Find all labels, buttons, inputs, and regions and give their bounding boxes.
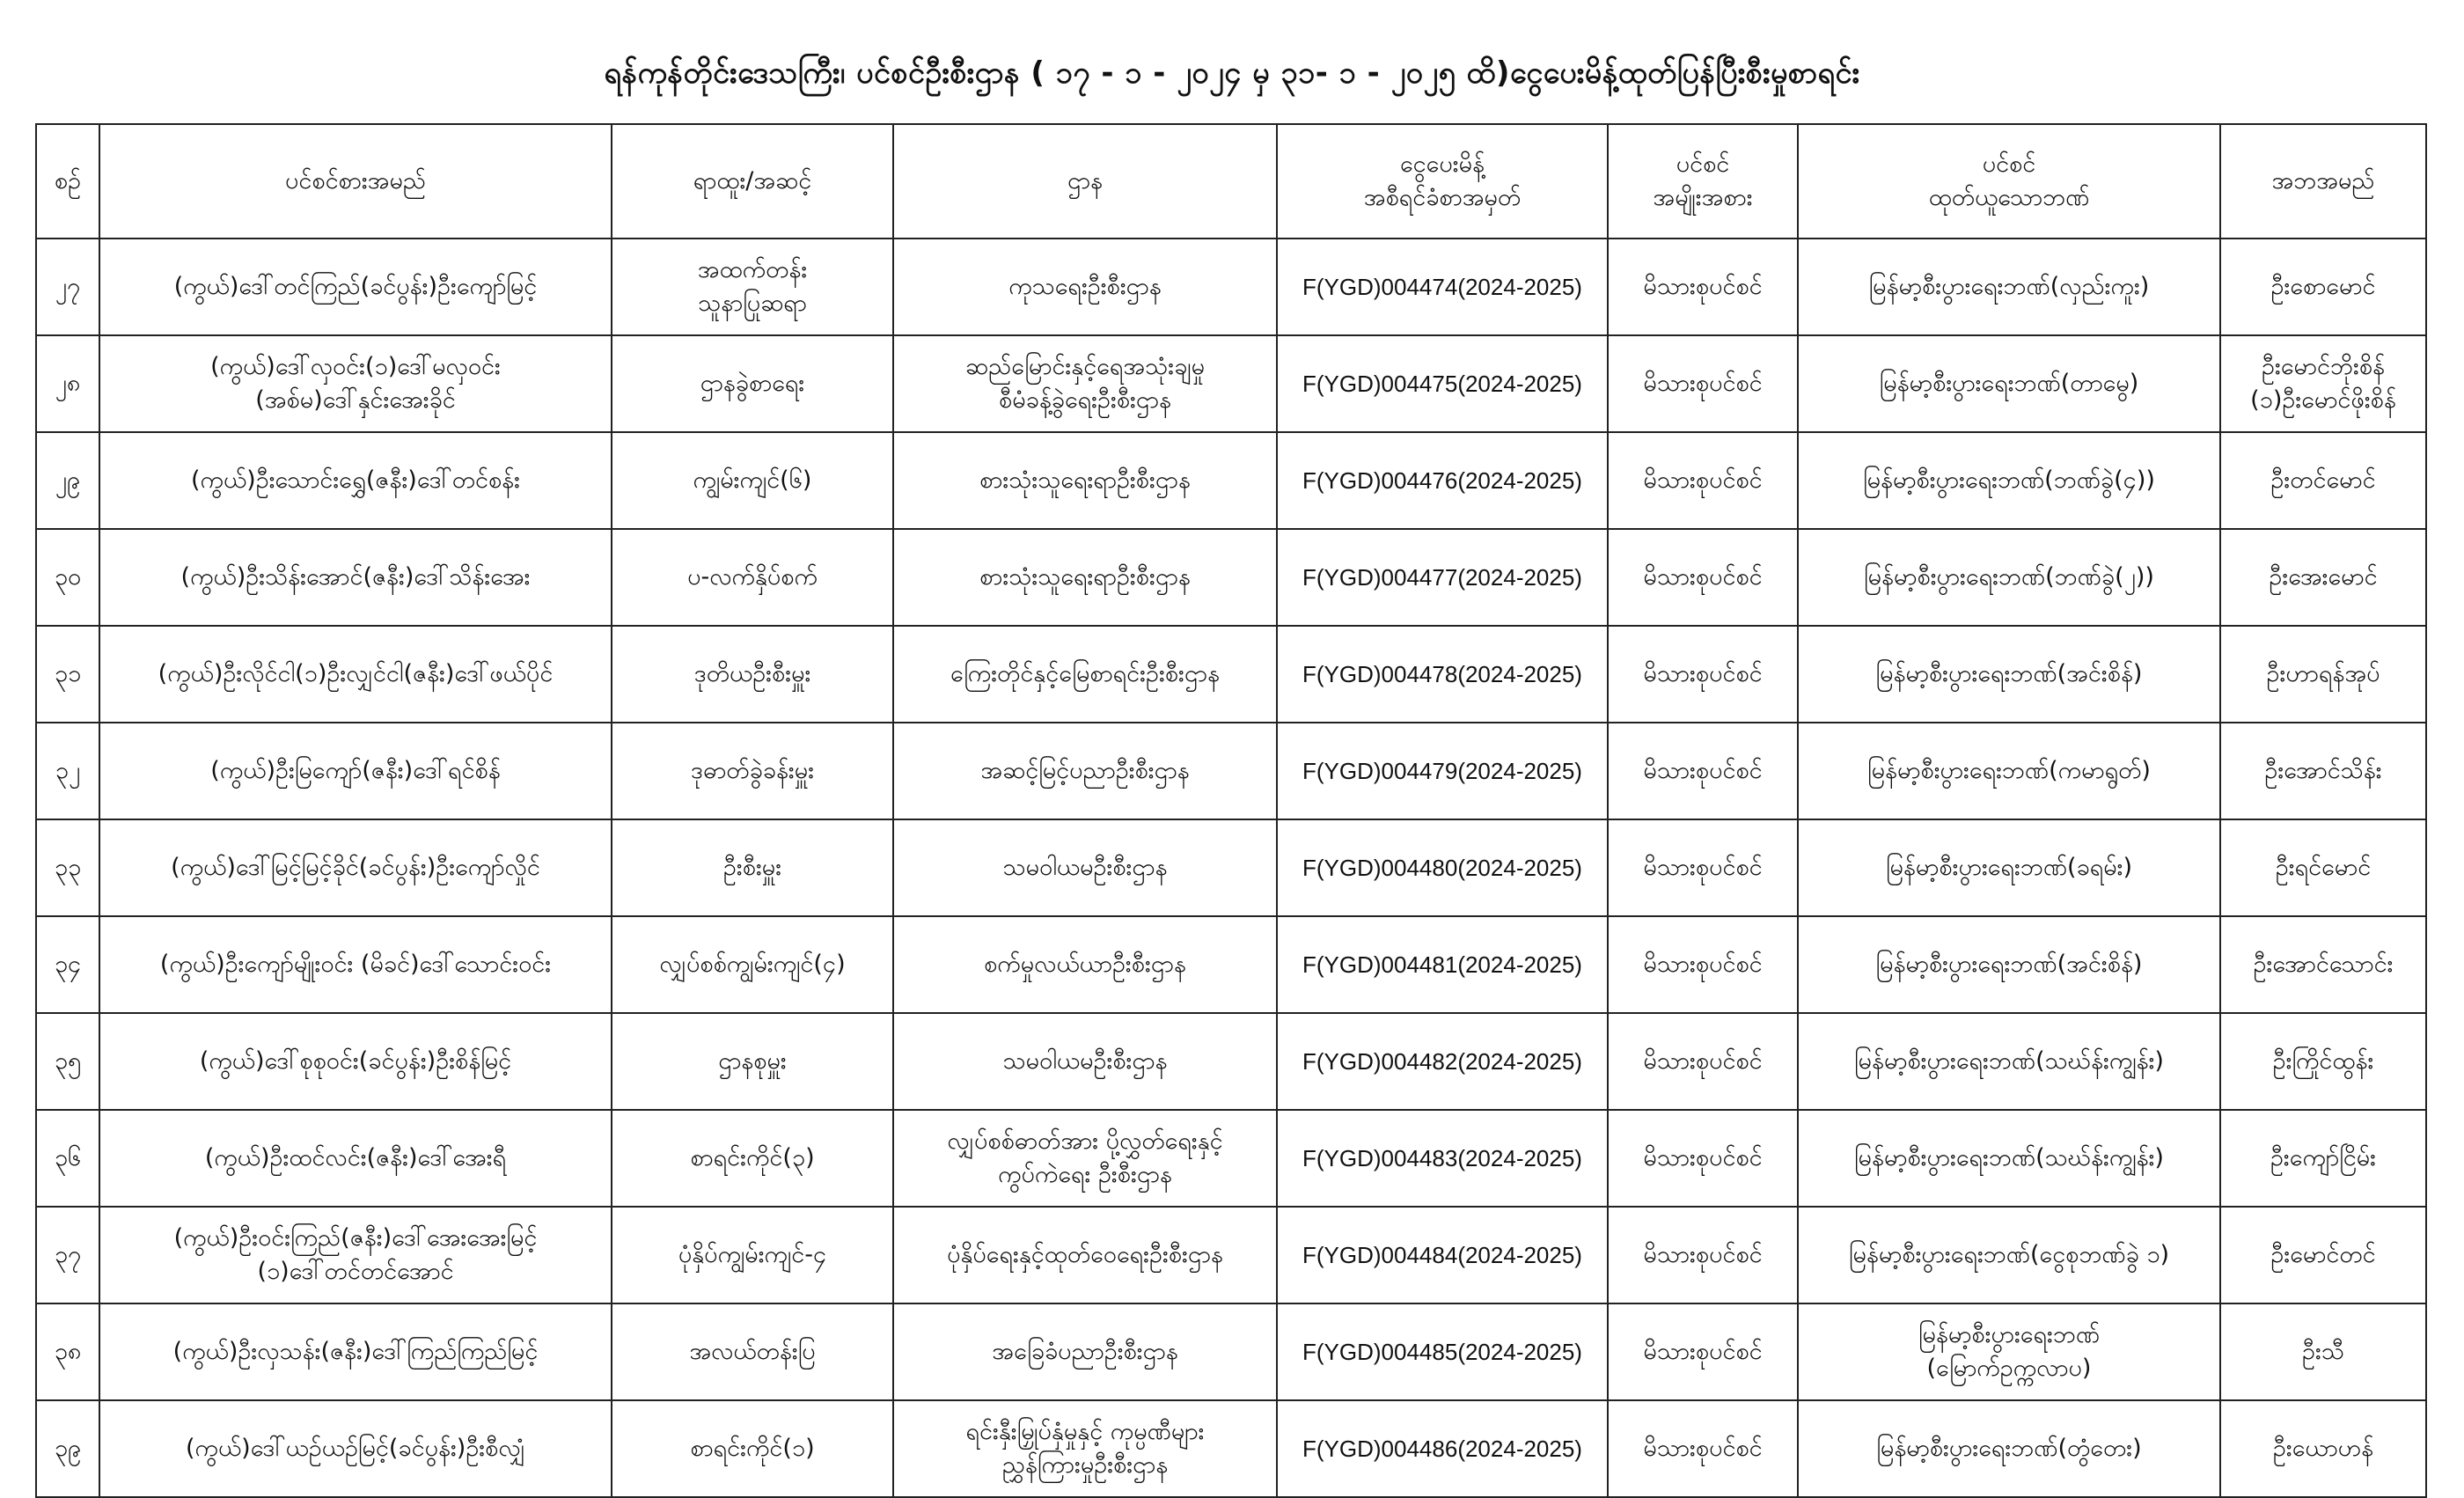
header-bank: ပင်စင် ထုတ်ယူသောဘဏ်	[1798, 124, 2220, 239]
cell-rank: အထက်တန်း သူနာပြုဆရာ	[612, 239, 893, 335]
cell-no: ၃၁	[36, 626, 99, 723]
cell-father-name: ဦးတင်မောင်	[2220, 432, 2426, 529]
cell-pension-type: မိသားစုပင်စင်	[1608, 819, 1798, 916]
cell-payment-order-ref: F(YGD)004482(2024-2025)	[1277, 1013, 1608, 1110]
cell-no: ၃၉	[36, 1400, 99, 1497]
table-row	[36, 916, 2426, 1013]
cell-no: ၂၈	[36, 335, 99, 432]
cell-no: ၃၂	[36, 723, 99, 819]
cell-father-name: ဦးဟာရန်အုပ်	[2220, 626, 2426, 723]
cell-father-name: ဦးကျော်ငြိမ်း	[2220, 1110, 2426, 1207]
cell-rank: ပ-လက်နှိပ်စက်	[612, 529, 893, 626]
cell-department: အခြေခံပညာဦးစီးဌာန	[893, 1303, 1277, 1400]
cell-rank: ဒုဓာတ်ခွဲခန်းမှူး	[612, 723, 893, 819]
cell-department: လျှပ်စစ်ဓာတ်အား ပို့လွှတ်ရေးနှင့် ကွပ်ကဲရေး ဦးစီးဌာန	[893, 1110, 1277, 1207]
cell-father-name: ဦးမောင်ဘိုးစိန် (၁)ဦးမောင်ဖိုးစိန်	[2220, 335, 2426, 432]
cell-pensioner-name: (ကွယ်)ဦးသိန်းအောင်(ဇနီး)ဒေါ်သိန်းအေး	[99, 529, 612, 626]
cell-department: ကြေးတိုင်နှင့်မြေစာရင်းဦးစီးဌာန	[893, 626, 1277, 723]
cell-pensioner-name: (ကွယ်)ဦးသောင်းရွှေ(ဇနီး)ဒေါ်တင်စန်း	[99, 432, 612, 529]
cell-father-name: ဦးမောင်တင်	[2220, 1207, 2426, 1303]
cell-department: ဆည်မြောင်းနှင့်ရေအသုံးချမှု စီမံခန့်ခွဲရေးဦးစီးဌာန	[893, 335, 1277, 432]
cell-bank: မြန်မာ့စီးပွားရေးဘဏ်(ကမာရွတ်)	[1798, 723, 2220, 819]
table-row	[36, 432, 2426, 529]
table-row	[36, 1400, 2426, 1497]
cell-bank: မြန်မာ့စီးပွားရေးဘဏ်(ခရမ်း)	[1798, 819, 2220, 916]
cell-pension-type: မိသားစုပင်စင်	[1608, 1110, 1798, 1207]
cell-payment-order-ref: F(YGD)004480(2024-2025)	[1277, 819, 1608, 916]
cell-department: သမဝါယမဦးစီးဌာန	[893, 1013, 1277, 1110]
table-row	[36, 529, 2426, 626]
header-pension-type: ပင်စင် အမျိုးအစား	[1608, 124, 1798, 239]
table-row	[36, 819, 2426, 916]
cell-department: ကုသရေးဦးစီးဌာန	[893, 239, 1277, 335]
cell-pension-type: မိသားစုပင်စင်	[1608, 529, 1798, 626]
cell-rank: စာရင်းကိုင်(၃)	[612, 1110, 893, 1207]
cell-no: ၃၆	[36, 1110, 99, 1207]
table-row	[36, 239, 2426, 335]
cell-payment-order-ref: F(YGD)004486(2024-2025)	[1277, 1400, 1608, 1497]
cell-department: ရင်းနှီးမြှုပ်နှံမှုနှင့် ကုမ္ပဏီများ ညွှန်ကြားမှုဦးစီးဌာန	[893, 1400, 1277, 1497]
cell-pension-type: မိသားစုပင်စင်	[1608, 1013, 1798, 1110]
cell-father-name: ဦးအောင်သိန်း	[2220, 723, 2426, 819]
cell-bank: မြန်မာ့စီးပွားရေးဘဏ်(အင်းစိန်)	[1798, 916, 2220, 1013]
cell-pension-type: မိသားစုပင်စင်	[1608, 239, 1798, 335]
cell-department: စားသုံးသူရေးရာဦးစီးဌာန	[893, 432, 1277, 529]
cell-pension-type: မိသားစုပင်စင်	[1608, 1400, 1798, 1497]
cell-pension-type: မိသားစုပင်စင်	[1608, 723, 1798, 819]
cell-no: ၃၀	[36, 529, 99, 626]
cell-pension-type: မိသားစုပင်စင်	[1608, 432, 1798, 529]
cell-bank: မြန်မာ့စီးပွားရေးဘဏ်(ဘဏ်ခွဲ(၂))	[1798, 529, 2220, 626]
table-row	[36, 1207, 2426, 1303]
cell-payment-order-ref: F(YGD)004475(2024-2025)	[1277, 335, 1608, 432]
cell-bank: မြန်မာ့စီးပွားရေးဘဏ်(ဘဏ်ခွဲ(၄))	[1798, 432, 2220, 529]
cell-department: ပုံနှိပ်ရေးနှင့်ထုတ်ဝေရေးဦးစီးဌာန	[893, 1207, 1277, 1303]
header-pensioner-name: ပင်စင်စားအမည်	[99, 124, 612, 239]
table-header-row	[36, 124, 2426, 239]
cell-payment-order-ref: F(YGD)004479(2024-2025)	[1277, 723, 1608, 819]
cell-payment-order-ref: F(YGD)004485(2024-2025)	[1277, 1303, 1608, 1400]
cell-payment-order-ref: F(YGD)004474(2024-2025)	[1277, 239, 1608, 335]
cell-payment-order-ref: F(YGD)004483(2024-2025)	[1277, 1110, 1608, 1207]
header-rank: ရာထူး/အဆင့်	[612, 124, 893, 239]
table-row	[36, 1013, 2426, 1110]
cell-bank: မြန်မာ့စီးပွားရေးဘဏ်(သဃ်န်းကျွန်း)	[1798, 1013, 2220, 1110]
cell-pensioner-name: (ကွယ်)ဒေါ်စုစုဝင်း(ခင်ပွန်း)ဦးစိန်မြင့်	[99, 1013, 612, 1110]
cell-bank: မြန်မာ့စီးပွားရေးဘဏ်(တာမွေ)	[1798, 335, 2220, 432]
cell-father-name: ဦးရင်မောင်	[2220, 819, 2426, 916]
cell-pension-type: မိသားစုပင်စင်	[1608, 626, 1798, 723]
header-father-name: အဘအမည်	[2220, 124, 2426, 239]
table-row	[36, 723, 2426, 819]
cell-no: ၃၇	[36, 1207, 99, 1303]
cell-department: အဆင့်မြင့်ပညာဦးစီးဌာန	[893, 723, 1277, 819]
cell-no: ၃၈	[36, 1303, 99, 1400]
cell-bank: မြန်မာ့စီးပွားရေးဘဏ်(တွံတေး)	[1798, 1400, 2220, 1497]
page-title: ရန်ကုန်တိုင်းဒေသကြီး၊ ပင်စင်ဦးစီးဌာန ( ၁၇ - ၁ - ၂၀၂၄ မှ ၃၁- ၁ - ၂၀၂၅ ထိ)ငွေပေးမိန့်ထုတ်ပြန်ပြီးစီးမှုစာရင်း	[604, 55, 1860, 91]
pension-table	[35, 123, 2427, 1498]
cell-payment-order-ref: F(YGD)004476(2024-2025)	[1277, 432, 1608, 529]
cell-no: ၃၅	[36, 1013, 99, 1110]
cell-rank: ဦးစီးမှူး	[612, 819, 893, 916]
cell-rank: ဌာနစုမှူး	[612, 1013, 893, 1110]
table-row	[36, 626, 2426, 723]
cell-pensioner-name: (ကွယ်)ဒေါ်လှဝင်း(၁)ဒေါ်မလှဝင်း (အစ်မ)ဒေါ်နှင်းအေးခိုင်	[99, 335, 612, 432]
cell-rank: စာရင်းကိုင်(၁)	[612, 1400, 893, 1497]
header-payment-order-ref: ငွေပေးမိန့် အစီရင်ခံစာအမှတ်	[1277, 124, 1608, 239]
cell-father-name: ဦးစောမောင်	[2220, 239, 2426, 335]
cell-bank: မြန်မာ့စီးပွားရေးဘဏ် (မြောက်ဥက္ကလာပ)	[1798, 1303, 2220, 1400]
cell-father-name: ဦးအေးမောင်	[2220, 529, 2426, 626]
table-row	[36, 1303, 2426, 1400]
cell-no: ၃၃	[36, 819, 99, 916]
cell-pensioner-name: (ကွယ်)ဦးလိုင်ငါ(၁)ဦးလျှင်ငါ(ဇနီး)ဒေါ်ဖယ်ပိုင်	[99, 626, 612, 723]
cell-father-name: ဦးအောင်သောင်း	[2220, 916, 2426, 1013]
header-department: ဌာန	[893, 124, 1277, 239]
cell-pension-type: မိသားစုပင်စင်	[1608, 1207, 1798, 1303]
cell-rank: လျှပ်စစ်ကျွမ်းကျင်(၄)	[612, 916, 893, 1013]
cell-rank: ဒုတိယဦးစီးမှူး	[612, 626, 893, 723]
cell-no: ၃၄	[36, 916, 99, 1013]
cell-pensioner-name: (ကွယ်)ဦးမြကျော်(ဇနီး)ဒေါ်ရင်စိန်	[99, 723, 612, 819]
cell-bank: မြန်မာ့စီးပွားရေးဘဏ်(အင်းစိန်)	[1798, 626, 2220, 723]
cell-rank: ဌာနခွဲစာရေး	[612, 335, 893, 432]
cell-department: စက်မှုလယ်ယာဦးစီးဌာန	[893, 916, 1277, 1013]
cell-rank: ပုံနှိပ်ကျွမ်းကျင်-၄	[612, 1207, 893, 1303]
cell-payment-order-ref: F(YGD)004478(2024-2025)	[1277, 626, 1608, 723]
cell-payment-order-ref: F(YGD)004477(2024-2025)	[1277, 529, 1608, 626]
cell-pension-type: မိသားစုပင်စင်	[1608, 916, 1798, 1013]
table-row	[36, 335, 2426, 432]
cell-father-name: ဦးယောဟန်	[2220, 1400, 2426, 1497]
cell-payment-order-ref: F(YGD)004481(2024-2025)	[1277, 916, 1608, 1013]
cell-pensioner-name: (ကွယ်)ဒေါ်တင်ကြည်(ခင်ပွန်း)ဦးကျော်မြင့်	[99, 239, 612, 335]
cell-bank: မြန်မာ့စီးပွားရေးဘဏ်(ငွေစုဘဏ်ခွဲ ၁)	[1798, 1207, 2220, 1303]
cell-father-name: ဦးသီ	[2220, 1303, 2426, 1400]
header-no: စဉ်	[36, 124, 99, 239]
cell-no: ၂၉	[36, 432, 99, 529]
cell-bank: မြန်မာ့စီးပွားရေးဘဏ်(လှည်းကူး)	[1798, 239, 2220, 335]
cell-no: ၂၇	[36, 239, 99, 335]
cell-pensioner-name: (ကွယ်)ဦးဝင်းကြည်(ဇနီး)ဒေါ်အေးအေးမြင့် (၁)ဒေါ်တင်တင်အောင်	[99, 1207, 612, 1303]
cell-department: စားသုံးသူရေးရာဦးစီးဌာန	[893, 529, 1277, 626]
cell-pension-type: မိသားစုပင်စင်	[1608, 1303, 1798, 1400]
cell-pensioner-name: (ကွယ်)ဦးကျော်မျိုးဝင်း (မိခင်)ဒေါ်သောင်းဝင်း	[99, 916, 612, 1013]
cell-pension-type: မိသားစုပင်စင်	[1608, 335, 1798, 432]
cell-pensioner-name: (ကွယ်)ဒေါ်ယဉ်ယဉ်မြင့်(ခင်ပွန်း)ဦးစီလျှံ	[99, 1400, 612, 1497]
cell-pensioner-name: (ကွယ်)ဦးထင်လင်း(ဇနီး)ဒေါ်အေးရီ	[99, 1110, 612, 1207]
cell-father-name: ဦးကြိုင်ထွန်း	[2220, 1013, 2426, 1110]
cell-pensioner-name: (ကွယ်)ဦးလှသန်း(ဇနီး)ဒေါ်ကြည်ကြည်မြင့်	[99, 1303, 612, 1400]
table-row	[36, 1110, 2426, 1207]
cell-rank: အလယ်တန်းပြ	[612, 1303, 893, 1400]
cell-payment-order-ref: F(YGD)004484(2024-2025)	[1277, 1207, 1608, 1303]
cell-bank: မြန်မာ့စီးပွားရေးဘဏ်(သဃ်န်းကျွန်း)	[1798, 1110, 2220, 1207]
cell-pensioner-name: (ကွယ်)ဒေါ်မြင့်မြင့်ခိုင်(ခင်ပွန်း)ဦးကျော်လှိုင်	[99, 819, 612, 916]
cell-department: သမဝါယမဦးစီးဌာန	[893, 819, 1277, 916]
cell-rank: ကျွမ်းကျင်(၆)	[612, 432, 893, 529]
